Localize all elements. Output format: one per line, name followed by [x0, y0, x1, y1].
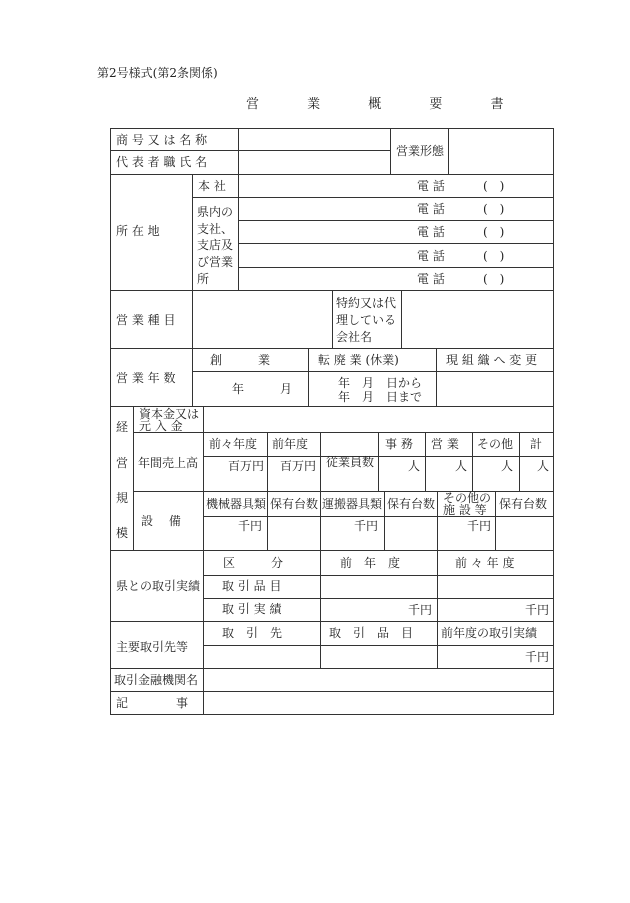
bank-label: 取引金融機関名: [114, 673, 199, 687]
million-yen-unit: 百万円: [228, 459, 265, 473]
form-number: 第2号様式(第2条関係): [97, 66, 218, 80]
person-unit: 人: [501, 459, 514, 473]
trade-name-label: 商 号 又 は 名 称: [116, 133, 208, 147]
employees-label: 従業員数: [326, 455, 375, 469]
machinery-header: 機械器具類: [206, 497, 267, 511]
equipment-label: 設 備: [141, 514, 187, 528]
owned-count-header: 保有台数: [270, 497, 319, 511]
document-title: 営 業 概 要 書: [246, 97, 526, 112]
transport-header: 運搬器具類: [322, 497, 383, 511]
trade-items-label: 取 引 品 目: [222, 579, 282, 593]
thousand-yen-unit: 千円: [525, 650, 550, 664]
from-date-label: 年 月 日から: [338, 376, 423, 390]
agent-label-line: 会社名: [336, 330, 373, 344]
phone-parens: ( ): [483, 202, 505, 216]
founded-label: 創 業: [210, 353, 271, 367]
person-unit: 人: [537, 459, 550, 473]
scale-label-char: 経: [116, 420, 129, 434]
suspension-label: 転 廃 業 (休業): [318, 353, 399, 367]
thousand-yen-unit: 千円: [354, 519, 379, 533]
branches-label-line: び営業: [197, 255, 234, 269]
main-clients-label: 主要取引先等: [116, 640, 189, 654]
clerical-header: 事 務: [385, 437, 413, 451]
branches-label-line: 所: [197, 272, 210, 286]
scale-label-char: 営: [116, 456, 129, 470]
trade-results-label: 取 引 実 績: [222, 602, 282, 616]
phone-label: 電 話: [417, 272, 445, 286]
to-date-label: 年 月 日まで: [338, 390, 423, 404]
phone-parens: ( ): [483, 249, 505, 263]
capital-label-line: 元 入 金: [139, 419, 183, 433]
prev-prev-year-header: 前々年度: [209, 437, 258, 451]
branches-label-line: 支店及: [197, 238, 234, 252]
scale-label-char: 規: [116, 491, 129, 505]
client-items-header: 取 引 品 目: [329, 626, 414, 640]
agent-label-line: 特約又は代: [336, 296, 397, 310]
agent-label-line: 理している: [336, 313, 397, 327]
location-label: 所 在 地: [116, 224, 160, 238]
total-header: 計: [530, 437, 543, 451]
prefecture-trade-label: 県との取引実績: [116, 579, 201, 593]
category-header: 区 分: [223, 556, 284, 570]
sales-header: 営 業: [431, 437, 459, 451]
other-header: その他: [477, 437, 514, 451]
business-years-label: 営 業 年 数: [116, 371, 176, 385]
phone-label: 電 話: [417, 249, 445, 263]
owned-count-header: 保有台数: [499, 497, 548, 511]
remarks-label: 記 事: [116, 696, 189, 710]
other-facilities-line: 施 設 等: [443, 503, 487, 517]
business-form-label: 営業形態: [396, 144, 445, 158]
phone-parens: ( ): [483, 179, 505, 193]
phone-label: 電 話: [417, 202, 445, 216]
year-month-label: 年 月: [232, 382, 293, 396]
thousand-yen-unit: 千円: [467, 519, 492, 533]
prev-year-results-header: 前年度の取引実績: [441, 626, 538, 640]
business-type-label: 営 業 種 目: [116, 313, 176, 327]
client-header: 取 引 先: [222, 626, 283, 640]
scale-label-char: 模: [116, 526, 129, 540]
branches-label-line: 県内の: [197, 205, 234, 219]
head-office-label: 本 社: [198, 179, 226, 193]
branches-label-line: 支社、: [197, 222, 234, 236]
person-unit: 人: [455, 459, 468, 473]
thousand-yen-unit: 千円: [525, 603, 550, 617]
thousand-yen-unit: 千円: [408, 603, 433, 617]
prev-year-header: 前 年 度: [340, 556, 401, 570]
person-unit: 人: [408, 459, 421, 473]
phone-label: 電 話: [417, 179, 445, 193]
million-yen-unit: 百万円: [280, 459, 317, 473]
owned-count-header: 保有台数: [387, 497, 436, 511]
capital-label-line: 資本金又は: [139, 407, 200, 421]
representative-label: 代 表 者 職 氏 名: [116, 155, 208, 169]
other-facilities-line: その他の: [443, 491, 492, 505]
annual-sales-label: 年間売上高: [138, 456, 199, 470]
phone-parens: ( ): [483, 225, 505, 239]
phone-parens: ( ): [483, 272, 505, 286]
org-change-label: 現 組 織 へ 変 更: [446, 353, 538, 367]
prev-year-header: 前年度: [272, 437, 309, 451]
phone-label: 電 話: [417, 225, 445, 239]
prev-prev-year-header: 前 々 年 度: [455, 556, 515, 570]
thousand-yen-unit: 千円: [238, 519, 263, 533]
